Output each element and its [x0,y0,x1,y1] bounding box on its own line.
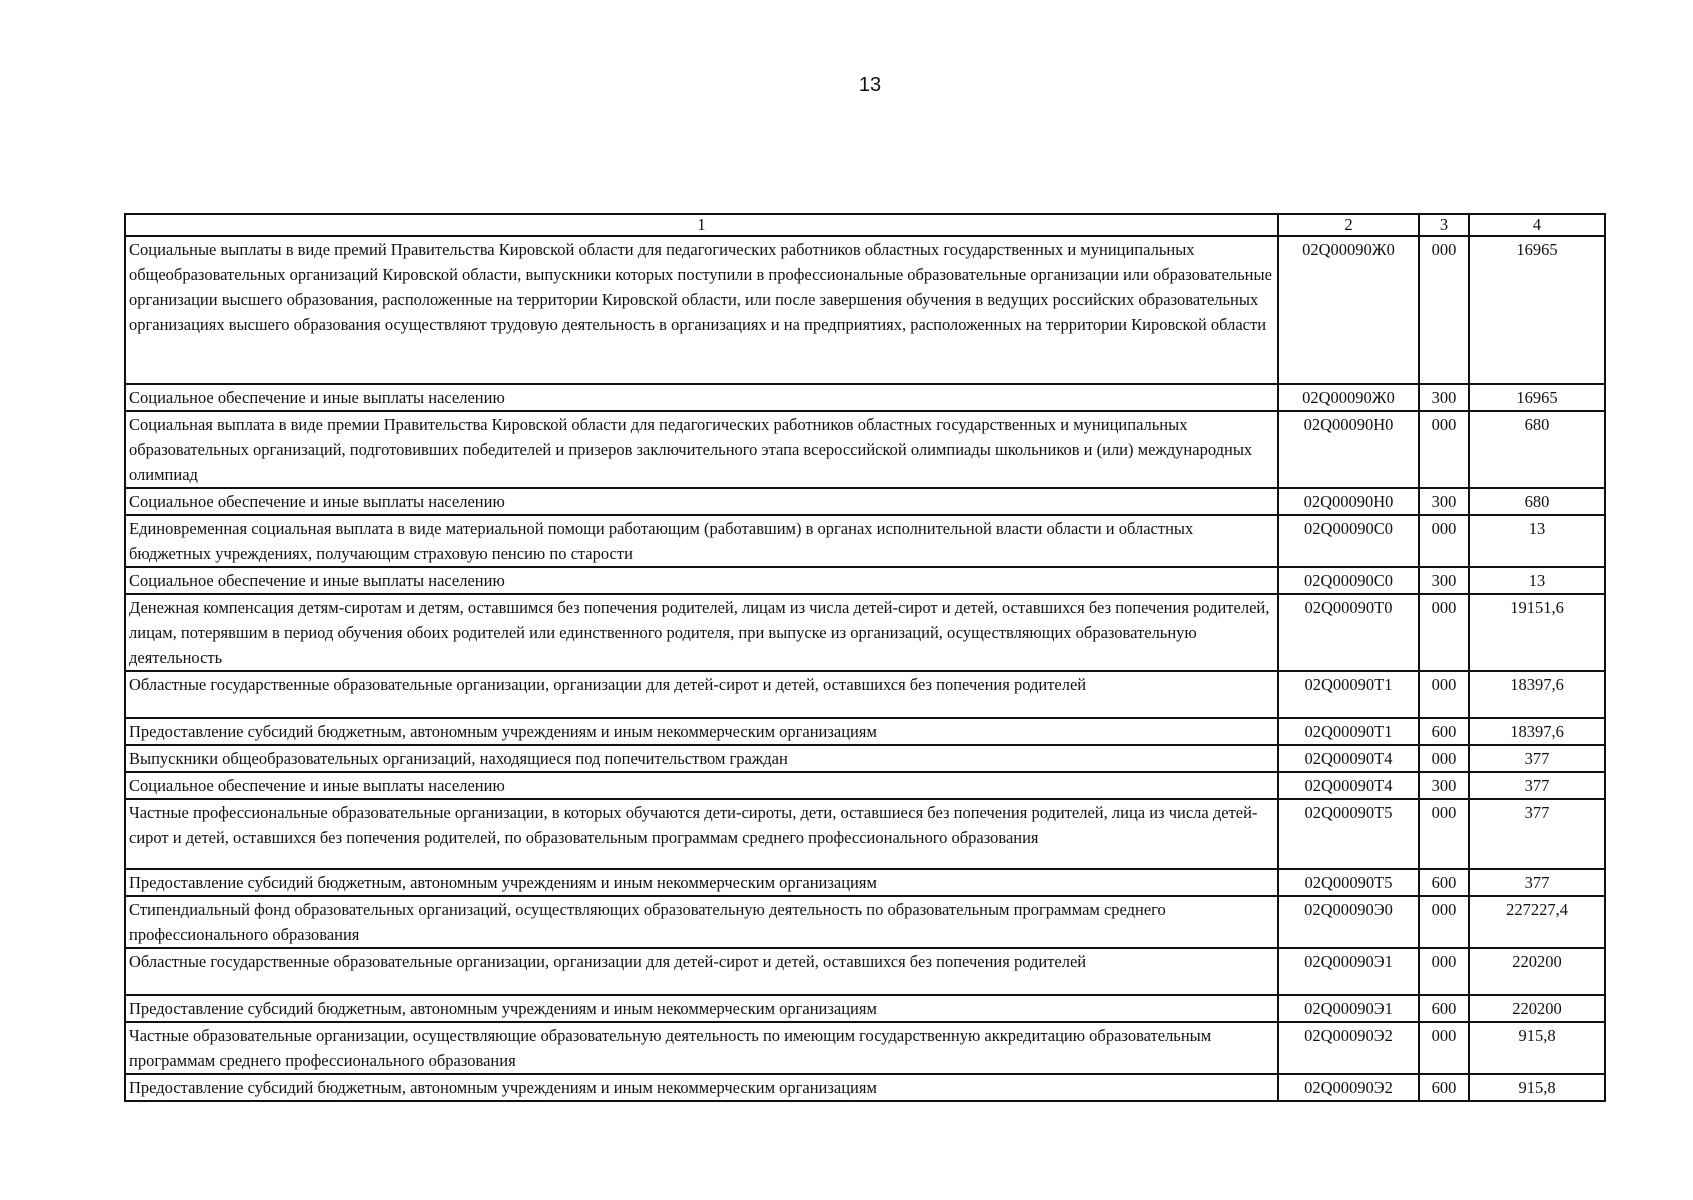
row-amount: 16965 [1469,384,1605,411]
row-code: 02Q00090Ж0 [1278,384,1419,411]
row-description: Выпускники общеобразовательных организаций, находящиеся под попечительством граждан [125,745,1278,772]
row-amount: 18397,6 [1469,718,1605,745]
row-expense-type: 000 [1419,515,1469,567]
table-row [125,745,1605,772]
table-row [125,772,1605,799]
row-code: 02Q00090Н0 [1278,411,1419,488]
row-description: Денежная компенсация детям-сиротам и детям, оставшимся без попечения родителей, лицам из числа детей-сирот и детей, оставшихся без попечения родителей, лицам, потерявшим в период обучения обоих родителей или единственного родителя, при выпуске из организаций, осуществляющих образовательную деятельность [125,594,1278,671]
row-code: 02Q00090Э2 [1278,1074,1419,1101]
row-code: 02Q00090С0 [1278,515,1419,567]
table-row [125,384,1605,411]
row-amount: 377 [1469,869,1605,896]
row-expense-type: 600 [1419,718,1469,745]
table-row [125,869,1605,896]
row-code: 02Q00090Ж0 [1278,236,1419,384]
row-code: 02Q00090Т0 [1278,594,1419,671]
row-code: 02Q00090Э2 [1278,1022,1419,1074]
column-header: 4 [1469,214,1605,236]
header-row [125,214,1605,236]
row-expense-type: 300 [1419,567,1469,594]
row-expense-type: 000 [1419,236,1469,384]
table-row [125,594,1605,671]
row-description: Предоставление субсидий бюджетным, автономным учреждениям и иным некоммерческим организациям [125,869,1278,896]
row-description: Областные государственные образовательные организации, организации для детей-сирот и детей, оставшихся без попечения родителей [125,671,1278,718]
row-code: 02Q00090Т1 [1278,718,1419,745]
row-amount: 220200 [1469,948,1605,995]
table-row [125,411,1605,488]
row-expense-type: 000 [1419,594,1469,671]
table-row [125,995,1605,1022]
row-code: 02Q00090Э1 [1278,995,1419,1022]
row-amount: 377 [1469,745,1605,772]
table-row [125,1074,1605,1101]
row-expense-type: 300 [1419,772,1469,799]
row-description: Социальное обеспечение и иные выплаты населению [125,567,1278,594]
row-expense-type: 000 [1419,671,1469,718]
row-amount: 13 [1469,567,1605,594]
row-expense-type: 000 [1419,1022,1469,1074]
row-amount: 680 [1469,411,1605,488]
table-row [125,948,1605,995]
row-amount: 220200 [1469,995,1605,1022]
row-code: 02Q00090Э1 [1278,948,1419,995]
row-description: Предоставление субсидий бюджетным, автономным учреждениям и иным некоммерческим организациям [125,1074,1278,1101]
row-description: Социальное обеспечение и иные выплаты населению [125,772,1278,799]
row-expense-type: 600 [1419,995,1469,1022]
row-description: Частные профессиональные образовательные организации, в которых обучаются дети-сироты, дети, оставшиеся без попечения родителей, лица из числа детей-сирот и детей, оставшихся без попечения родителей, по образовательным программам среднего профессионального образования [125,799,1278,869]
row-amount: 13 [1469,515,1605,567]
row-expense-type: 000 [1419,411,1469,488]
row-amount: 915,8 [1469,1022,1605,1074]
column-header: 3 [1419,214,1469,236]
row-amount: 16965 [1469,236,1605,384]
row-description: Социальная выплата в виде премии Правительства Кировской области для педагогических работников областных государственных и муниципальных образовательных организаций, подготовивших победителей и призеров заключительного этапа всероссийской олимпиады школьников и (или) международных олимпиад [125,411,1278,488]
table-row [125,1022,1605,1074]
page-number: 13 [858,74,882,96]
table-row [125,567,1605,594]
table-row [125,488,1605,515]
row-amount: 18397,6 [1469,671,1605,718]
row-description: Частные образовательные организации, осуществляющие образовательную деятельность по имеющим государственную аккредитацию образовательным программам среднего профессионального образования [125,1022,1278,1074]
row-code: 02Q00090Т5 [1278,869,1419,896]
row-code: 02Q00090Э0 [1278,896,1419,948]
row-expense-type: 300 [1419,384,1469,411]
table-row [125,515,1605,567]
row-amount: 19151,6 [1469,594,1605,671]
row-expense-type: 000 [1419,948,1469,995]
row-amount: 377 [1469,772,1605,799]
row-code: 02Q00090С0 [1278,567,1419,594]
row-description: Социальные выплаты в виде премий Правительства Кировской области для педагогических работников областных государственных и муниципальных общеобразовательных организаций Кировской области, выпускники которых поступили в профессиональные образовательные организации или образовательные организации высшего образования, расположенные на территории Кировской области, или после завершения обучения в ведущих российских образовательных организациях высшего образования осуществляют трудовую деятельность в организациях и на предприятиях, расположенных на территории Кировской области [125,236,1278,384]
column-header: 2 [1278,214,1419,236]
row-amount: 377 [1469,799,1605,869]
row-description: Социальное обеспечение и иные выплаты населению [125,384,1278,411]
row-amount: 915,8 [1469,1074,1605,1101]
budget-table [124,213,1606,1102]
row-expense-type: 000 [1419,745,1469,772]
row-expense-type: 300 [1419,488,1469,515]
row-description: Стипендиальный фонд образовательных организаций, осуществляющих образовательную деятельность по образовательным программам среднего профессионального образования [125,896,1278,948]
row-code: 02Q00090Н0 [1278,488,1419,515]
row-description: Предоставление субсидий бюджетным, автономным учреждениям и иным некоммерческим организациям [125,995,1278,1022]
row-amount: 227227,4 [1469,896,1605,948]
row-description: Единовременная социальная выплата в виде материальной помощи работающим (работавшим) в органах исполнительной власти области и областных бюджетных учреждениях, получающим страховую пенсию по старости [125,515,1278,567]
row-code: 02Q00090Т4 [1278,745,1419,772]
row-code: 02Q00090Т1 [1278,671,1419,718]
column-header: 1 [125,214,1278,236]
row-expense-type: 000 [1419,799,1469,869]
table-row [125,236,1605,384]
row-expense-type: 600 [1419,869,1469,896]
row-expense-type: 600 [1419,1074,1469,1101]
row-amount: 680 [1469,488,1605,515]
row-expense-type: 000 [1419,896,1469,948]
row-description: Предоставление субсидий бюджетным, автономным учреждениям и иным некоммерческим организациям [125,718,1278,745]
table-row [125,718,1605,745]
table-row [125,671,1605,718]
row-description: Областные государственные образовательные организации, организации для детей-сирот и детей, оставшихся без попечения родителей [125,948,1278,995]
table-row [125,896,1605,948]
table-row [125,799,1605,869]
row-code: 02Q00090Т4 [1278,772,1419,799]
row-description: Социальное обеспечение и иные выплаты населению [125,488,1278,515]
row-code: 02Q00090Т5 [1278,799,1419,869]
table-body [125,236,1605,1101]
